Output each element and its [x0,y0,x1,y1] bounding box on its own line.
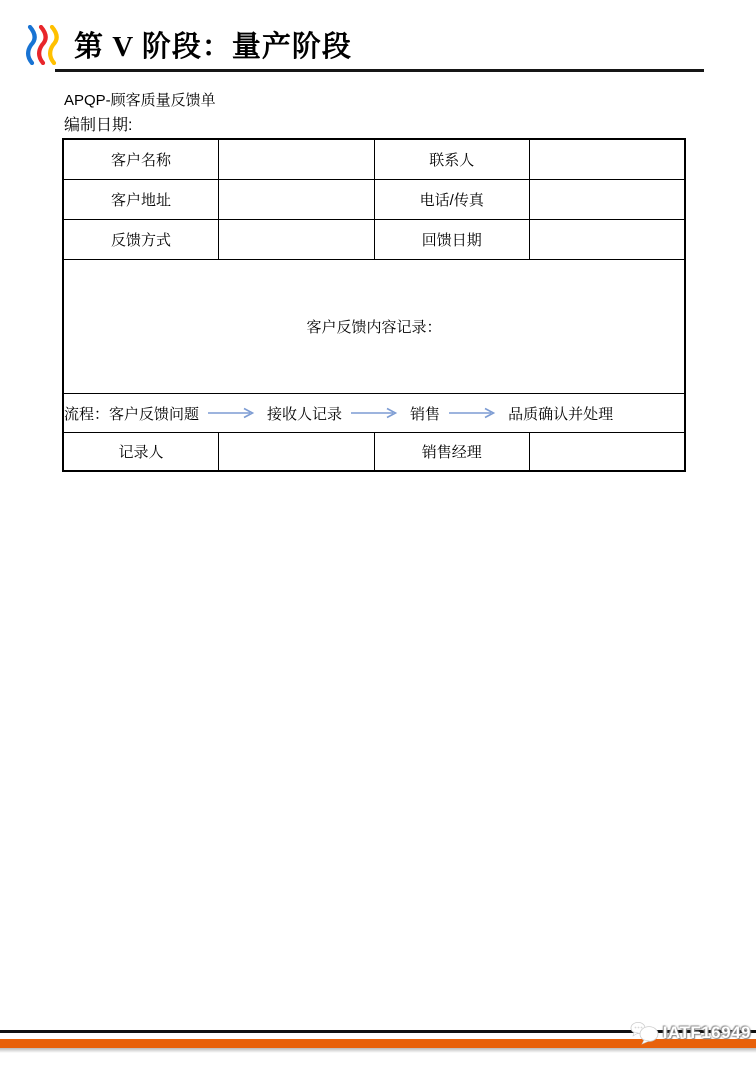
table-row [63,220,685,260]
flow-step-1: 客户反馈问题 [109,405,200,423]
footer-shadow [0,1048,756,1053]
flow-step-4: 品质确认并处理 [508,405,614,423]
date-label: 编制日期: [64,117,133,134]
customer-name-value [219,139,375,180]
recorder-label: 记录人 [63,433,219,472]
table-row [63,394,685,433]
phone-fax-value [530,180,686,220]
chevron-yellow-stroke [50,27,57,63]
contact-person-value [530,139,686,180]
flow-step-3: 销售 [410,405,441,423]
reply-date-value [530,220,686,260]
table-row [63,260,685,394]
flow-arrow-icon [350,407,402,419]
process-flow-cell [63,394,685,433]
watermark [630,1021,751,1045]
table-row [63,433,685,472]
chevron-red-stroke [39,27,46,63]
feedback-content-cell [63,260,685,394]
page-title: 第 V 阶段：量产阶段 [74,31,352,63]
header-divider [55,69,704,72]
feedback-form-table [62,138,686,472]
sales-manager-value [530,433,686,472]
feedback-method-label: 反馈方式 [63,220,219,260]
flow-prefix-label: 流程： [64,405,110,423]
feedback-content-label: 客户反馈内容记录： [306,319,442,336]
flow-step-2: 接收人记录 [267,405,343,423]
chat-bubbles-icon [630,1021,660,1045]
customer-name-label: 客户名称 [63,139,219,180]
customer-address-value [219,180,375,220]
table-row [63,180,685,220]
table-row [63,139,685,180]
flow-arrow-icon [207,407,259,419]
feedback-method-value [219,220,375,260]
customer-address-label: 客户地址 [63,180,219,220]
watermark-text: IATF16949 [662,1023,751,1042]
chevron-logo-icon [25,25,63,65]
recorder-value [219,433,375,472]
form-title: APQP-顾客质量反馈单 [64,92,216,109]
reply-date-label: 回馈日期 [374,220,530,260]
chevron-blue-stroke [28,27,35,63]
sales-manager-label: 销售经理 [374,433,530,472]
contact-person-label: 联系人 [374,139,530,180]
flow-arrow-icon [448,407,500,419]
phone-fax-label: 电话/传真 [374,180,530,220]
process-flow [64,403,684,424]
